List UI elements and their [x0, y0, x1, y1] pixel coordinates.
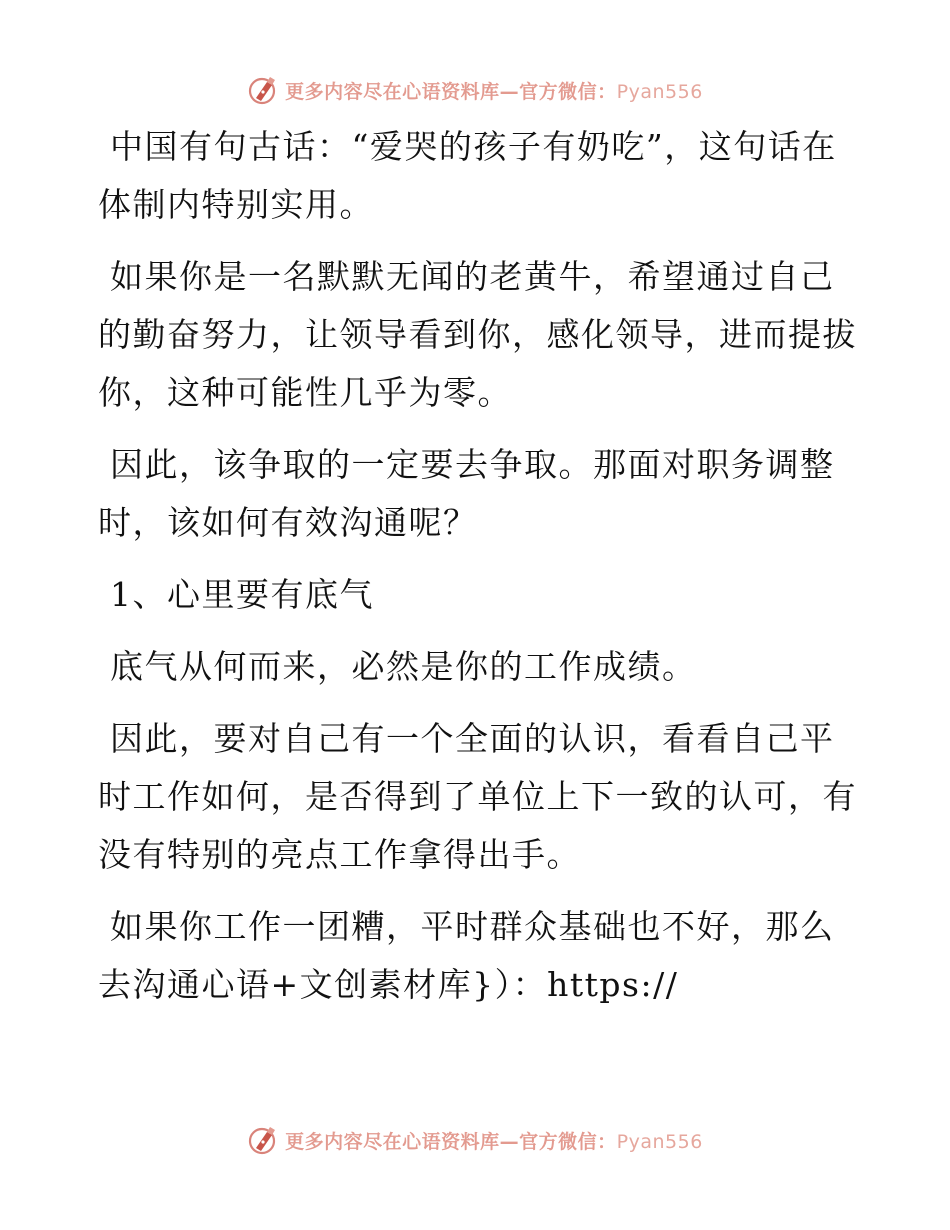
- footer-watermark: [0, 1122, 950, 1158]
- paragraph: 如果你是一名默默无闻的老黄牛，希望通过自己的勤奋努力，让领导看到你，感化领导，进而提拔你，这种可能性几乎为零。: [98, 257, 857, 412]
- watermark-text: 更多内容尽在心语资料库—官方微信：Pyan556: [285, 80, 703, 103]
- watermark-handle: Pyan556: [616, 1130, 703, 1153]
- paragraph: 中国有句古话：“爱哭的孩子有奶吃”，这句话在体制内特别实用。: [98, 127, 837, 224]
- paragraph: 因此，该争取的一定要去争取。那面对职务调整时，该如何有效沟通呢？: [98, 445, 835, 542]
- header-watermark: [0, 72, 950, 108]
- pen-nib-logo-icon: [247, 74, 279, 106]
- paragraph: 底气从何而来，必然是你的工作成绩。: [110, 647, 697, 686]
- paragraph: 如果你工作一团糟，平时群众基础也不好，那么去沟通心语+文创素材库}）：https://: [98, 907, 835, 1004]
- pen-nib-logo-icon: [247, 1124, 279, 1156]
- document-body: [98, 118, 858, 1028]
- watermark-text: 更多内容尽在心语资料库—官方微信：Pyan556: [285, 1130, 703, 1153]
- watermark-handle: Pyan556: [616, 80, 703, 103]
- section-heading: 1、心里要有底气: [110, 575, 374, 614]
- paragraph: 因此，要对自己有一个全面的认识，看看自己平时工作如何，是否得到了单位上下一致的认可，有没有特别的亮点工作拿得出手。: [98, 719, 857, 874]
